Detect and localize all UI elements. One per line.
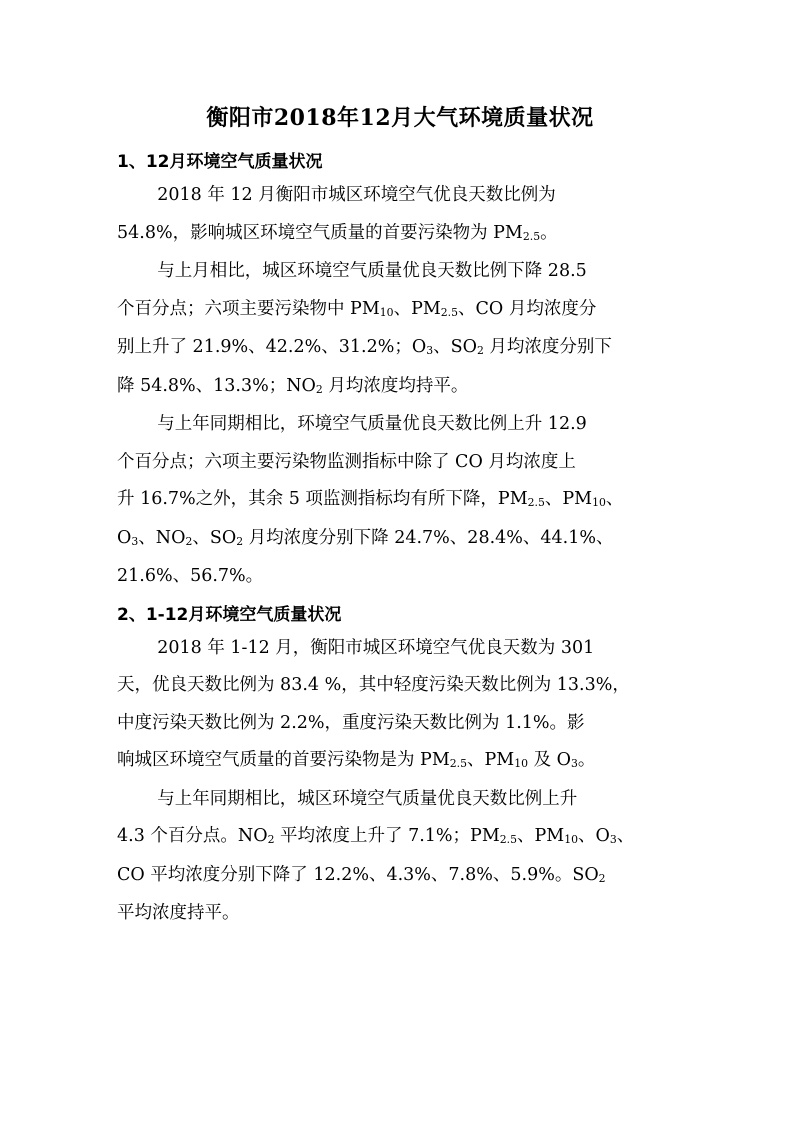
subscript: 3 (426, 344, 434, 358)
section2-paragraph-2 (117, 781, 683, 933)
section1-paragraph-1 (117, 177, 683, 253)
subscript: 2 (236, 534, 244, 548)
subscript: 2.5 (527, 496, 545, 510)
subscript: 2.5 (449, 757, 468, 771)
subscript: 2.5 (499, 833, 517, 847)
paragraph-line: 升 16.7%之外，其余 5 项监测指标均有所下降，$PM_{2.5}$、$PM_{10}$、 (117, 489, 624, 510)
paragraph-line: 个百分点；六项主要污染物中 $PM_{10}$、$PM_{2.5}$、CO 月均浓度分 (117, 298, 597, 319)
subscript: 2 (476, 344, 484, 358)
paragraph-line: 与上年同期相比，城区环境空气质量优良天数比例上升 (157, 788, 578, 809)
subscript: 10 (379, 305, 394, 319)
subscript: 3 (131, 534, 139, 548)
paragraph-line: $O_3$、$NO_2$、$SO_2$ 月均浓度分别下降 24.7%、28.4%、44.1%、 (117, 527, 614, 548)
paragraph-line: 天，优良天数比例为 83.4 %，其中轻度污染天数比例为 13.3%， (117, 675, 630, 695)
paragraph-line: 个百分点；六项主要污染物监测指标中除了 CO 月均浓度上 (117, 451, 576, 472)
paragraph-line: 2018 年 12 月衡阳市城区环境空气优良天数比例为 (157, 185, 556, 205)
paragraph-line: 与上月相比，城区环境空气质量优良天数比例下降 28.5 (157, 261, 587, 281)
subscript: 3 (609, 833, 617, 847)
paragraph-line: 中度污染天数比例为 2.2%，重度污染天数比例为 1.1%。影 (117, 712, 585, 733)
paragraph-line: 4.3 个百分点。$NO_2$ 平均浓度上升了 7.1%；$PM_{2.5}$、$PM_{10}$、$O_3$、 (117, 826, 635, 847)
paragraph-line: CO 平均浓度分别下降了 12.2%、4.3%、7.8%、5.9%。$SO_2$ (117, 864, 606, 885)
subscript: 2 (267, 833, 275, 847)
section2-heading: 2、1-12月环境空气质量状况 (117, 604, 342, 625)
document-title: 衡阳市2018年12月大气环境质量状况 (206, 105, 594, 131)
paragraph-line: 21.6%、56.7%。 (117, 566, 264, 586)
section1-heading: 1、12月环境空气质量状况 (117, 152, 323, 172)
section2-paragraph-1 (117, 630, 683, 781)
paragraph-line: 响城区环境空气质量的首要污染物是为 $PM_{2.5}$、$PM_{10}$ 及 $O_3$。 (117, 750, 596, 771)
subscript: 10 (514, 757, 529, 771)
paragraph-line: 平均浓度持平。 (117, 903, 240, 923)
section1-paragraph-3 (117, 406, 683, 596)
subscript: 2 (598, 871, 606, 885)
paragraph-line: 与上年同期相比，环境空气质量优良天数比例上升 12.9 (157, 414, 587, 434)
subscript: 2.5 (522, 229, 541, 243)
subscript: 2 (315, 382, 323, 396)
subscript: 3 (571, 757, 578, 771)
paragraph-line: 降 54.8%、13.3%；$NO_2$ 月均浓度均持平。 (117, 375, 469, 396)
paragraph-line: 54.8%，影响城区环境空气质量的首要污染物为 $PM_{2.5}$。 (117, 222, 558, 243)
subscript: 10 (592, 496, 606, 510)
document-page (117, 98, 683, 933)
subscript: 2 (185, 534, 193, 548)
paragraph-line: 别上升了 21.9%、42.2%、31.2%；$O_3$、$SO_2$ 月均浓度分别下 (117, 337, 612, 358)
subscript: 10 (564, 833, 579, 847)
paragraph-line: 2018 年 1-12 月，衡阳市城区环境空气优良天数为 301 (157, 637, 595, 658)
section1-paragraph-2 (117, 253, 683, 406)
subscript: 2.5 (440, 305, 459, 319)
